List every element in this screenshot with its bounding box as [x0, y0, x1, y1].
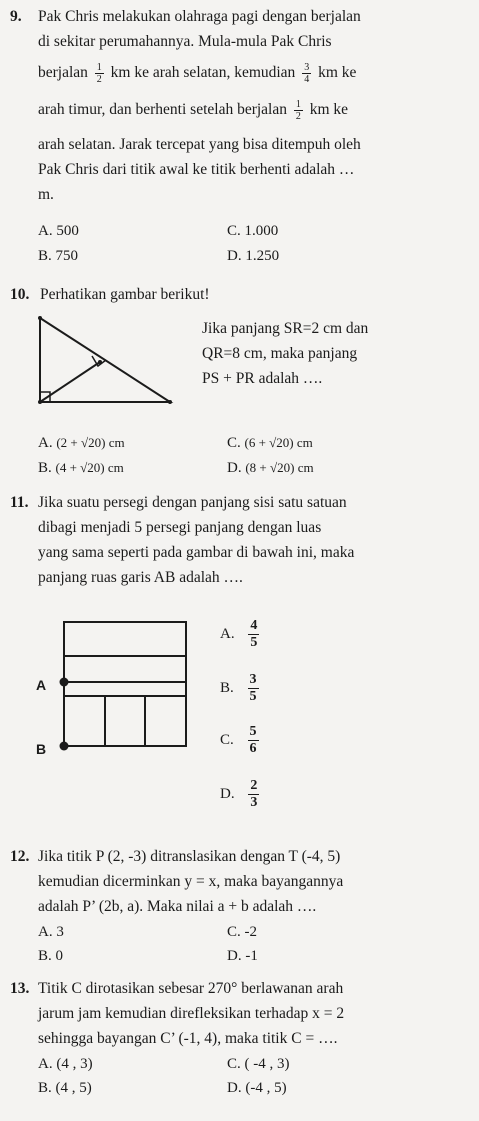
text-line: dibagi menjadi 5 persegi panjang dengan luas — [38, 519, 322, 536]
fraction: $\frac{1}{2}$ — [96, 61, 102, 85]
text-line: Jika panjang SR=2 cm dan — [202, 320, 369, 337]
option-c[interactable]: C. ( -4 , 3) — [227, 1056, 290, 1072]
option-b[interactable]: B. (4 + √20) cm — [38, 460, 124, 476]
right-triangle-diagram — [30, 310, 180, 415]
text-line: adalah P’ (2b, a). Maka nilai a + b adalah …. — [38, 898, 317, 915]
divided-square-diagram — [30, 618, 205, 753]
question-text — [202, 316, 452, 391]
text-line: sehingga bayangan C’ (-1, 4), maka titik C = …. — [38, 1030, 338, 1047]
text-line: di sekitar perumahannya. Mula-mula Pak Chris — [38, 33, 332, 50]
text-line: panjang ruas garis AB adalah …. — [38, 569, 243, 586]
text-line: QR=8 cm, maka panjang — [202, 345, 358, 362]
option-a[interactable]: A. (4 , 3) — [38, 1056, 93, 1072]
option-d[interactable]: D. (-4 , 5) — [227, 1080, 287, 1096]
option-c[interactable]: C. -2 — [227, 924, 257, 940]
question-prompt: Perhatikan gambar berikut! — [40, 286, 210, 303]
text-line — [38, 97, 458, 122]
option-c[interactable]: C. (6 + √20) cm — [227, 435, 313, 451]
question-number: 11. — [10, 494, 29, 511]
text-line: PS + PR adalah …. — [202, 370, 323, 387]
point-a-label: A — [36, 677, 47, 693]
option-d[interactable]: D. -1 — [227, 948, 258, 964]
text-segment: km ke — [318, 64, 357, 81]
text-line: arah selatan. Jarak tercepat yang bisa ditempuh oleh — [38, 136, 361, 153]
option-c[interactable]: C. 1.000 — [227, 223, 279, 239]
option-c[interactable]: C. $\frac{5}{6}$ — [220, 724, 257, 756]
question-text — [38, 844, 458, 919]
option-d[interactable]: D. (8 + √20) cm — [227, 460, 314, 476]
option-a[interactable]: A. (2 + √20) cm — [38, 435, 125, 451]
question-number: 9. — [10, 8, 22, 25]
option-a[interactable]: A. $\frac{4}{5}$ — [220, 618, 258, 650]
text-line: Pak Chris melakukan olahraga pagi dengan berjalan — [38, 8, 361, 25]
point-b-label: B — [36, 741, 47, 757]
text-line: kemudian dicerminkan y = x, maka bayangannya — [38, 873, 344, 890]
text-segment: km ke arah selatan, kemudian — [110, 64, 296, 81]
option-a[interactable]: A. 3 — [38, 924, 64, 940]
option-b[interactable]: B. 750 — [38, 248, 79, 264]
text-line: Jika titik P (2, -3) ditranslasikan dengan T (-4, 5) — [38, 848, 341, 865]
option-a[interactable]: A. 500 — [38, 223, 79, 239]
question-number: 12. — [10, 848, 30, 865]
question-number: 10. — [10, 286, 30, 303]
text-line: jarum jam kemudian direfleksikan terhadap x = 2 — [38, 1005, 345, 1022]
text-line: Titik C dirotasikan sebesar 270° berlawanan arah — [38, 980, 344, 997]
text-line: Pak Chris dari titik awal ke titik berhenti adalah … — [38, 161, 355, 178]
fraction: $\frac{3}{4}$ — [304, 61, 310, 85]
question-text — [38, 490, 458, 590]
text-segment: arah timur, dan berhenti setelah berjalan — [38, 101, 287, 118]
text-segment: km ke — [309, 101, 349, 118]
option-b[interactable]: B. (4 , 5) — [38, 1080, 92, 1096]
option-b[interactable]: B. 0 — [38, 948, 64, 964]
text-line: Jika suatu persegi dengan panjang sisi satu satuan — [38, 494, 347, 511]
text-segment: berjalan — [38, 64, 88, 81]
text-line: m. — [38, 186, 54, 203]
question-text — [38, 976, 458, 1051]
text-line: yang sama seperti pada gambar di bawah ini, maka — [38, 544, 355, 561]
fraction: $\frac{1}{2}$ — [295, 98, 301, 122]
option-b[interactable]: B. $\frac{3}{5}$ — [220, 672, 257, 704]
question-number: 13. — [10, 980, 30, 997]
option-d[interactable]: D. $\frac{2}{3}$ — [220, 778, 258, 810]
option-d[interactable]: D. 1.250 — [227, 248, 280, 264]
question-text — [38, 4, 458, 207]
text-line — [38, 60, 458, 85]
